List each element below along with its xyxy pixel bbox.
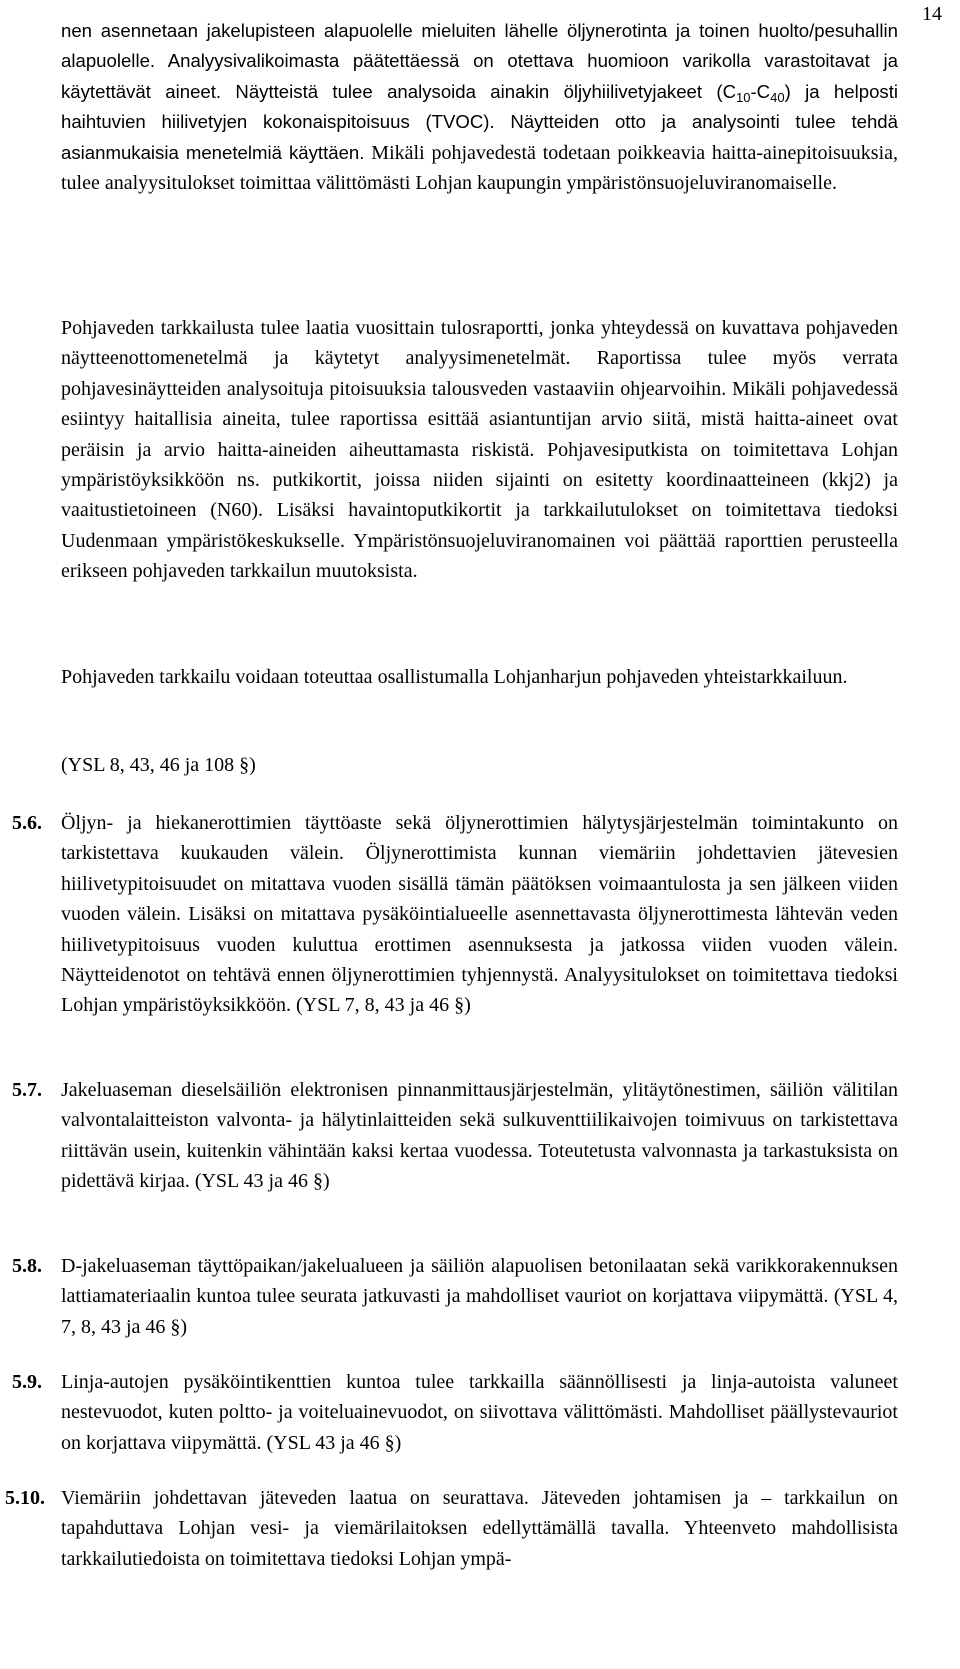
item-text: Viemäriin johdettavan jäteveden laatua on seurattava. Jäteveden johtamisen ja – tarkkailun on tapahduttava Lohjan vesi- ja viemärilaitoksen edellyttämällä tavalla. Yhteenveto mahdollisista tarkkailutiedoista on toimitettava tiedoksi Lohjan ympä- — [61, 1487, 898, 1570]
item-text: Linja-autojen pysäköintikenttien kuntoa tulee tarkkailla säännöllisesti ja linja-autoista valuneet nestevuodot, kuten poltto- ja voiteluainevuodot, on siivottava välittömästi. Mahdolliset päällystevauriot on korjattava viipymättä. (YSL 43 ja 46 §) — [61, 1371, 898, 1454]
item-number: 5.6. — [12, 812, 42, 834]
item-number: 5.9. — [12, 1371, 42, 1393]
subscript-10: 10 — [736, 89, 751, 105]
item-number: 5.8. — [12, 1255, 42, 1277]
legal-reference: (YSL 8, 43, 46 ja 108 §) — [61, 754, 256, 776]
page-number: 14 — [922, 3, 942, 25]
item-text: D-jakeluaseman täyttöpaikan/jakelualueen ja säiliön alapuolisen betonilaatan sekä varikkorakennuksen lattiamateriaalin kuntoa tulee seurata jatkuvasti ja mahdolliset vauriot on korjattava viipymättä. (YSL 4, 7, 8, 43 ja 46 §) — [61, 1255, 898, 1338]
report-paragraph: Pohjaveden tarkkailusta tulee laatia vuosittain tulosraportti, jonka yhteydessä on kuvattava pohjaveden näytteenottomenetelmä ja käytetyt analyysimenetelmät. Raportissa tulee myös verrata pohjavesinäytteiden analysoituja pitoisuuksia talousveden vastaaviin ohjearvoihin. Mikäli pohjavedessä esiintyy haitallisia aineita, tulee raportissa esittää asiantuntijan arvio siitä, mistä haitta-aineet ovat peräisin ja arvio haitta-aineiden aiheuttamasta riskistä. Pohjavesiputkista on toimitettava Lohjan ympäristöyksikköön ns. putkikortit, joissa niiden sijainti on esitetty koordinaatteineen (kkj2) ja vaaitustietoineen (N60). Lisäksi havaintoputkikortit ja tarkkailutulokset on toimitettava tiedoksi Uudenmaan ympäristökeskukselle. Ympäristönsuojeluviranomainen voi päättää raporttien perusteella erikseen pohjaveden tarkkailun muutoksista. — [61, 317, 898, 583]
intro-paragraph — [61, 16, 898, 198]
intro-text-part-3: Mikäli pohjavedestä todetaan poikkeavia haitta-ainepitoisuuksia, tulee analyysitulokset toimittaa välittömästi Lohjan kaupungin ympäristönsuojeluviranomaiselle. — [61, 141, 898, 195]
item-text: Jakeluaseman dieselsäiliön elektronisen pinnanmittausjärjestelmän, ylitäytönestimen, säiliön välitilan valvontalaitteiston valvonta- ja hälytinlaitteiden sekä sulkuventtiilikaivojen toimivuus on tarkistettava riittävän usein, kuitenkin vähintään kaksi kertaa vuodessa. Toteutetusta valvonnasta ja tarkastuksista on pidettävä kirjaa. (YSL 43 ja 46 §) — [61, 1079, 898, 1193]
item-number: 5.7. — [12, 1079, 42, 1101]
joint-monitoring-paragraph: Pohjaveden tarkkailu voidaan toteuttaa osallistumalla Lohjanharjun pohjaveden yhteistarkkailuun. — [61, 666, 848, 688]
intro-text-part-2: ) ja helposti haihtuvien hiilivetyjen kokonaispitoisuus (TVOC). Näytteiden otto ja analysointi tulee tehdä asianmukaisia menetelmiä käyttäen. — [61, 80, 898, 163]
intro-dash-c: -C — [750, 80, 771, 102]
item-text: Öljyn- ja hiekanerottimien täyttöaste sekä öljynerottimien hälytysjärjestelmän toimintakunto on tarkistettava kuukauden välein. Öljynerottimista kunnan viemäriin johdettavien jätevesien hiilivetypitoisuudet on mitattava vuoden sisällä tämän päätöksen voimaantulosta ja sen jälkeen viiden vuoden välein. Lisäksi on mitattava pysäköintialueelle asennettavasta öljynerottimesta lähtevän veden hiilivetypitoisuus vuoden kuluttua erottimen asennuksesta ja jatkossa viiden vuoden välein. Näytteidenotot on tehtävä ennen öljynerottimien tyhjennystä. Analyysitulokset on toimitettava tiedoksi Lohjan ympäristöyksikköön. (YSL 7, 8, 43 ja 46 §) — [61, 812, 898, 1017]
intro-text-part-1: nen asennetaan jakelupisteen alapuolelle mieluiten lähelle öljynerotinta ja toinen huolto/pesuhallin alapuolelle. Analyysivalikoimasta päätettäessä on otettava huomioon varikolla varastoitavat ja käytettävät aineet. Näytteistä tulee analysoida ainakin öljyhiilivetyjakeet (C — [61, 20, 898, 102]
item-number: 5.10. — [5, 1487, 45, 1509]
subscript-40: 40 — [770, 89, 785, 105]
